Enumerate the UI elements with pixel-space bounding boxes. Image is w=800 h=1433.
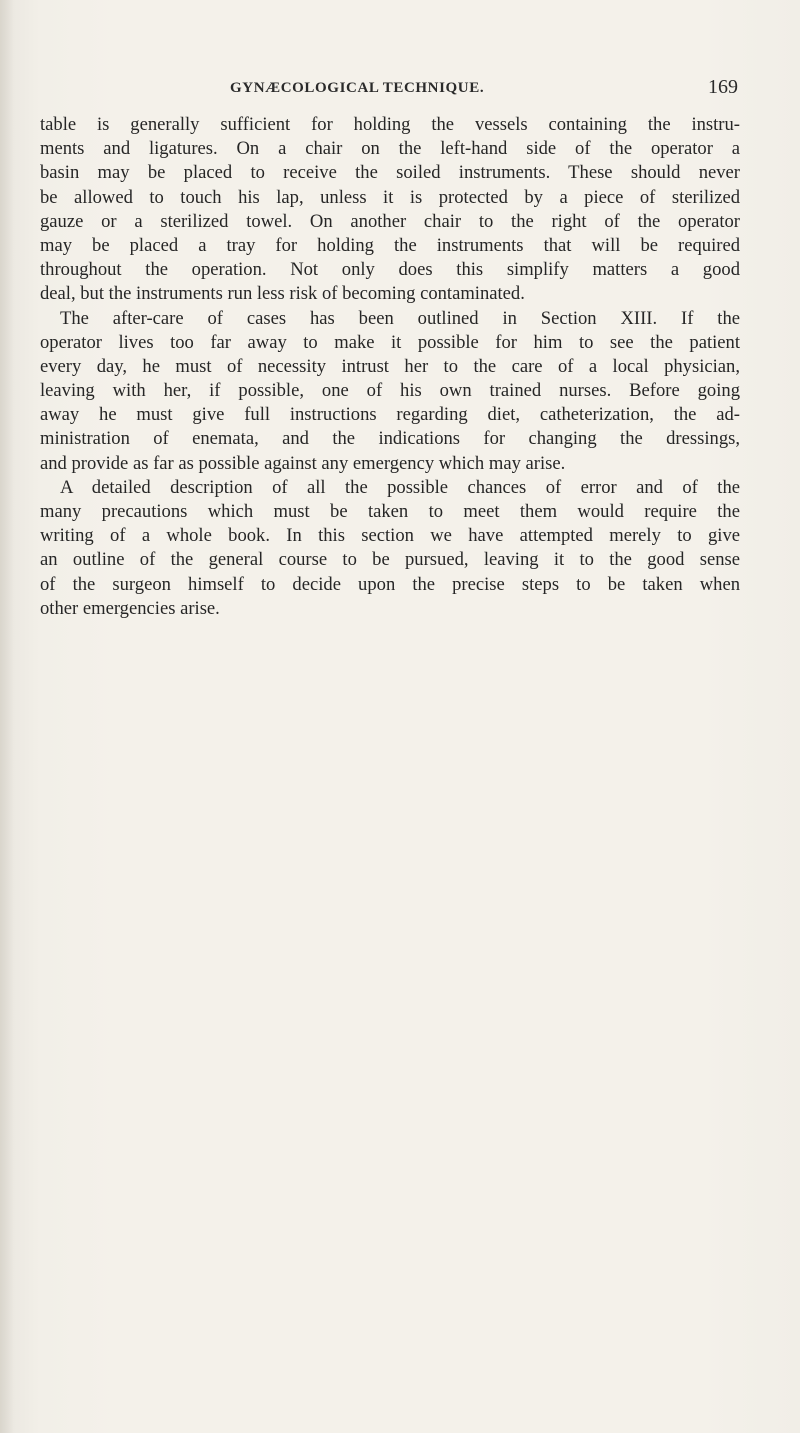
text-line: many precautions which must be taken to meet them would require the	[40, 501, 740, 522]
text-line: an outline of the general course to be pursued, leaving it to the good sense	[40, 549, 740, 571]
text-line: throughout the operation. Not only does this simplify matters a good	[40, 259, 740, 281]
gutter-shadow	[0, 0, 14, 1433]
text-line: be allowed to touch his lap, unless it is protected by a piece of sterilized	[40, 186, 740, 208]
text-line: operator lives too far away to make it possible for him to see the patient	[40, 331, 740, 353]
text-line: A detailed description of all the possible chances of error and of the	[60, 476, 740, 498]
text-line: ministration of enemata, and the indications for changing the dressings,	[40, 428, 740, 450]
page-number: 169	[708, 76, 738, 98]
text-line: may be placed a tray for holding the instruments that will be required	[40, 234, 740, 256]
text-line: and provide as far as possible against any emergency which may arise.	[40, 452, 566, 474]
text-line: The after-care of cases has been outlined in Section XIII. If the	[60, 307, 740, 329]
text-line: writing of a whole book. In this section we have attempted merely to give	[40, 525, 740, 547]
running-head	[40, 76, 740, 106]
text-line: leaving with her, if possible, one of his own trained nurses. Before going	[40, 380, 740, 402]
text-line: table is generally sufficient for holding the vessels containing the instru-	[40, 114, 740, 135]
text-line: gauze or a sterilized towel. On another chair to the right of the operator	[40, 210, 740, 232]
body-text	[40, 113, 740, 621]
text-line: ments and ligatures. On a chair on the left-hand side of the operator a	[40, 138, 740, 160]
text-line: away he must give full instructions regarding diet, catheterization, the ad-	[40, 404, 740, 426]
text-line: deal, but the instruments run less risk of becoming contaminated.	[40, 283, 525, 305]
text-line: every day, he must of necessity intrust her to the care of a local physician,	[40, 355, 740, 377]
text-line: other emergencies arise.	[40, 597, 220, 619]
text-line: of the surgeon himself to decide upon the precise steps to be taken when	[40, 573, 740, 595]
running-title: GYNÆCOLOGICAL TECHNIQUE.	[230, 80, 485, 96]
text-line: basin may be placed to receive the soiled instruments. These should never	[40, 162, 740, 184]
